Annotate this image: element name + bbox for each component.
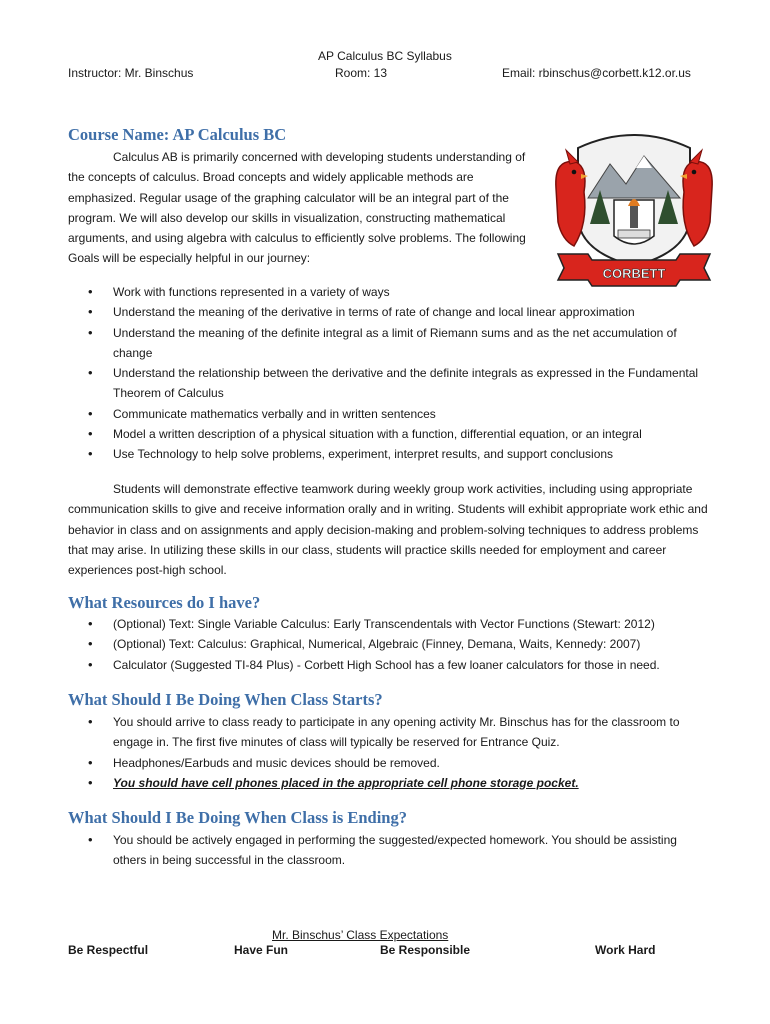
course-name-heading: Course Name: AP Calculus BC	[68, 125, 287, 144]
list-item: • Headphones/Earbuds and music devices should be removed.	[68, 753, 708, 773]
goals-list	[68, 282, 708, 465]
expectations-title: Mr. Binschus’ Class Expectations	[272, 928, 449, 942]
list-item: • You should arrive to class ready to participate in any opening activity Mr. Binschus has for the classroom to engage in. The first five minutes of class will typically be reserved for Entrance Quiz.	[68, 712, 708, 753]
logo-text: CORBETT	[602, 266, 666, 281]
expectation-respectful: Be Respectful	[68, 943, 149, 957]
list-item: • Understand the meaning of the derivative in terms of rate of change and local linear approximation	[68, 302, 708, 322]
list-item: • You should be actively engaged in performing the suggested/expected homework. You should be assisting others in being successful in the classroom.	[68, 830, 708, 871]
list-item: • (Optional) Text: Single Variable Calculus: Early Transcendentals with Vector Functions (Stewart: 2012)	[68, 614, 708, 634]
list-item: • Communicate mathematics verbally and in written sentences	[68, 404, 708, 424]
resources-heading: What Resources do I have?	[68, 593, 261, 612]
course-intro: Calculus AB is primarily concerned with developing students understanding of the concepts of calculus. Broad concepts and widely applicable methods are emphasized. Regular usage of the graphing calculator will be an integral part of the program. We will also develop our skills in visualization, constructing mathematical arguments, and using algebra with calculus to efficiently solve problems. The following Goals will be especially helpful in our journey:	[68, 150, 526, 266]
list-item: • Calculator (Suggested TI-84 Plus) - Corbett High School has a few loaner calculators for those in need.	[68, 655, 708, 675]
instructor-name: Instructor: Mr. Binschus	[68, 66, 194, 80]
list-item: • Model a written description of a physical situation with a function, differential equation, or an integral	[68, 424, 708, 444]
class-starts-list	[68, 712, 708, 793]
room-number: Room: 13	[335, 66, 388, 80]
corbett-logo	[548, 128, 720, 293]
list-item: • Understand the relationship between the derivative and the definite integrals as expressed in the Fundamental Theorem of Calculus	[68, 363, 708, 404]
expectation-responsible: Be Responsible	[380, 943, 471, 957]
expectation-fun: Have Fun	[234, 943, 289, 957]
list-item	[68, 773, 708, 793]
expectation-hard-work: Work Hard	[595, 943, 656, 957]
instructor-email: Email: rbinschus@corbett.k12.or.us	[502, 66, 691, 80]
class-ending-list	[68, 830, 708, 871]
resources-list	[68, 614, 708, 675]
teamwork-paragraph: Students will demonstrate effective teamwork during weekly group work activities, including using appropriate communication skills to give and receive information orally and in writing. Students will exhibit appropriate work ethic and behavior in class and on assignments and apply decision-making and problem-solving techniques to address problems that may arise. In utilizing these skills in our class, students will practice skills needed for employment and career experiences post-high school.	[68, 482, 708, 578]
class-ending-heading: What Should I Be Doing When Class is Ending?	[68, 808, 407, 827]
cell-phone-rule: You should have cell phones placed in the appropriate cell phone storage pocket.	[113, 775, 579, 790]
list-item: • Use Technology to help solve problems, experiment, interpret results, and support conclusions	[68, 444, 708, 464]
class-starts-heading: What Should I Be Doing When Class Starts?	[68, 690, 383, 709]
list-item: • Work with functions represented in a variety of ways	[68, 282, 708, 302]
list-item: • Understand the meaning of the definite integral as a limit of Riemann sums and as the net accumulation of change	[68, 323, 708, 364]
list-item: • (Optional) Text: Calculus: Graphical, Numerical, Algebraic (Finney, Demana, Waits, Kennedy: 2007)	[68, 634, 708, 654]
syllabus-title: AP Calculus BC Syllabus	[318, 49, 452, 63]
